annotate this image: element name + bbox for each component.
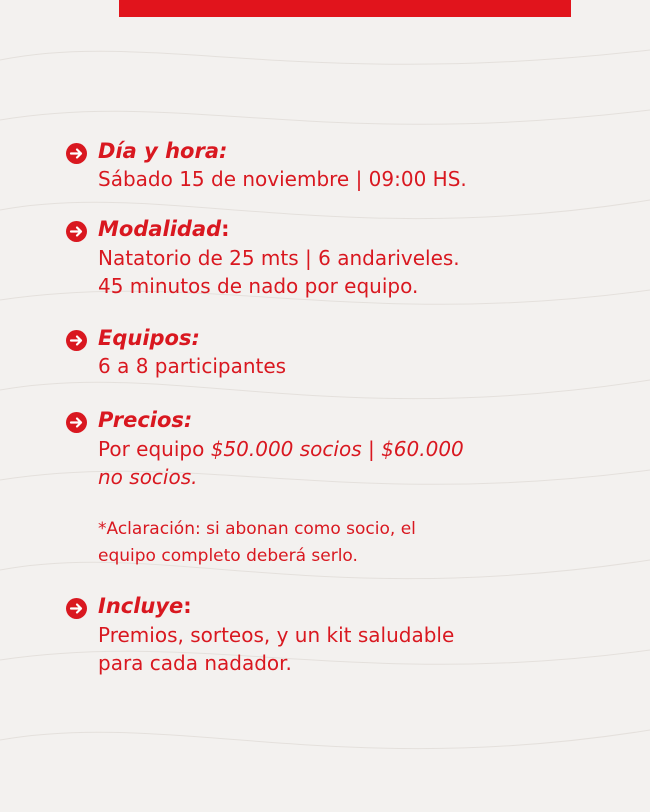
section-title: Modalidad: — [98, 217, 230, 241]
price-note-line: *Aclaración: si abonan como socio, el — [98, 519, 416, 539]
section-text-line: para cada nadador. — [98, 651, 292, 675]
section-text-line: Natatorio de 25 mts | 6 andariveles. — [98, 246, 460, 270]
section-text-line: 6 a 8 participantes — [98, 354, 287, 378]
section-title: Día y hora: — [98, 139, 228, 163]
section-text-line: 45 minutos de nado por equipo. — [98, 274, 419, 298]
arrow-right-circle-icon — [66, 221, 87, 242]
price-note-line: equipo completo deberá serlo. — [98, 546, 358, 566]
price-line — [98, 435, 464, 464]
section-title: Incluye: — [98, 594, 192, 618]
arrow-right-circle-icon — [66, 412, 87, 433]
section-title: Precios: — [98, 408, 193, 432]
price-values: $50.000 socios | $60.000 — [210, 437, 464, 461]
arrow-right-circle-icon — [66, 598, 87, 619]
arrow-right-circle-icon — [66, 143, 87, 164]
section-text-line: Sábado 15 de noviembre | 09:00 HS. — [98, 167, 467, 191]
price-line-continued: no socios. — [98, 465, 198, 489]
price-prefix: Por equipo — [98, 437, 211, 461]
arrow-right-circle-icon — [66, 330, 87, 351]
section-title: Equipos: — [98, 326, 200, 350]
section-text-line: Premios, sorteos, y un kit saludable — [98, 623, 455, 647]
